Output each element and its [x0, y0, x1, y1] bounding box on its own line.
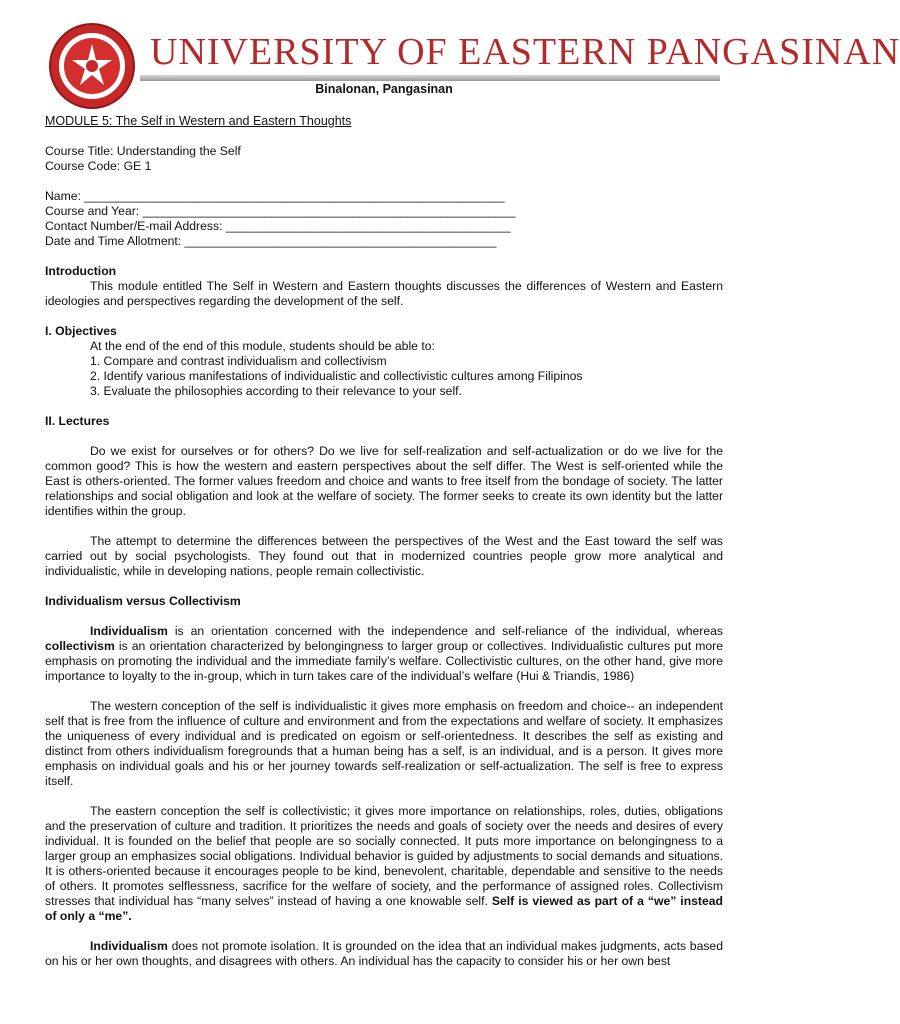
term-individualism: Individualism	[90, 939, 168, 953]
contact-field[interactable]: Contact Number/E-mail Address: __________________________________________	[45, 219, 511, 233]
header-divider	[140, 75, 720, 81]
name-field[interactable]: Name: ______________________________________________________________	[45, 189, 505, 203]
lectures-heading: II. Lectures	[45, 414, 110, 428]
course-code: Course Code: GE 1	[45, 159, 152, 173]
objectives-heading: I. Objectives	[45, 324, 117, 338]
western-self-paragraph: The western conception of the self is individualistic it gives more emphasis on freedom and choice-- an independent self that is free from the influence of culture and environment and from the expectations and welfare of society. It emphasizes the uniqueness of every individual and is predicated on egoism or self-orientedness. It describes the self as existing and distinct from others individualism foregrounds that a human being has a self, is an individual, and is a person. It gives more emphasis on individual goals and his or her journey towards self-realization or self-actualization. The self is free to express itself.	[45, 699, 723, 788]
term-collectivism: collectivism	[45, 639, 115, 653]
individualism-isolation-paragraph: Individualism does not promote isolation. It is grounded on the idea that an individual makes judgments, acts based on his or her own thoughts, and disagrees with others. An individual has the capacity to consider his or her own best	[45, 939, 723, 968]
objective-item: 1. Compare and contrast individualism and collectivism	[90, 354, 387, 368]
introduction-heading: Introduction	[45, 264, 117, 278]
lecture-paragraph: The attempt to determine the differences between the perspectives of the West and the East toward the self was carried out by social psychologists. They found out that in modernized countries people grow more analytical and individualistic, while in developing nations, people remain collectivistic.	[45, 534, 723, 578]
module-content	[45, 114, 723, 969]
lecture-paragraph: Do we exist for ourselves or for others? Do we live for self-realization and self-actualization or do we live for the common good? This is how the western and eastern perspectives about the self differ. The West is self-oriented while the East is others-oriented. The former values freedom and choice and wants to free itself from the bondage of society. The latter relationships and social obligation and look at the welfare of society. The former seeks to create its own identity but the latter identifies within the group.	[45, 444, 723, 518]
we-not-me-highlight: Self is viewed as part of a “we” instead of only a “me”.	[45, 894, 723, 923]
eastern-self-paragraph: The eastern conception the self is collectivistic; it gives more importance on relationships, roles, duties, obligations and the preservation of culture and tradition. It prioritizes the needs and goals of society over the needs and desires of every individual. It is founded on the belief that people are so socially connected. It puts more importance on belongingness to a larger group an emphasizes social obligations. Individual behavior is guided by adjustments to social demands and situations. It is others-oriented because it encourages people to be kind, benevolent, charitable, dependable and sensitive to the needs of others. It promotes selflessness, sacrifice for the welfare of society, and the performance of assigned roles. Collectivism stresses that individual has “many selves” instead of having a one knowable self. Self is viewed as part of a “we” instead of only a “me”.	[45, 804, 723, 923]
letterhead	[0, 0, 900, 110]
university-seal-icon	[48, 22, 136, 110]
introduction-text: This module entitled The Self in Western and Eastern thoughts discusses the differences of Western and Eastern ideologies and perspectives regarding the development of the self.	[45, 279, 723, 308]
date-time-field[interactable]: Date and Time Allotment: ______________________________________________	[45, 234, 497, 248]
university-name: UNIVERSITY OF EASTERN PANGASINAN	[150, 31, 900, 73]
objectives-lead: At the end of the end of this module, students should be able to:	[90, 339, 435, 353]
objective-item: 2. Identify various manifestations of individualistic and collectivistic cultures among Filipinos	[90, 369, 583, 383]
individualism-heading: Individualism versus Collectivism	[45, 594, 241, 608]
course-year-field[interactable]: Course and Year: _______________________________________________________	[45, 204, 516, 218]
course-title: Course Title: Understanding the Self	[45, 144, 241, 158]
university-location: Binalonan, Pangasinan	[315, 82, 453, 96]
individualism-paragraph: Individualism is an orientation concerned with the independence and self-reliance of the individual, whereas collectivism is an orientation characterized by belongingness to larger group or collectives. Individualistic cultures put more emphasis on promoting the individual and the immediate family’s welfare. Collectivistic cultures, on the other hand, give more importance to loyalty to the in-group, which in turn takes care of the individual’s welfare (Hui & Triandis, 1986)	[45, 624, 723, 683]
module-title: MODULE 5: The Self in Western and Eastern Thoughts	[45, 114, 352, 128]
term-individualism: Individualism	[90, 624, 168, 638]
objective-item: 3. Evaluate the philosophies according to their relevance to your self.	[90, 384, 462, 398]
